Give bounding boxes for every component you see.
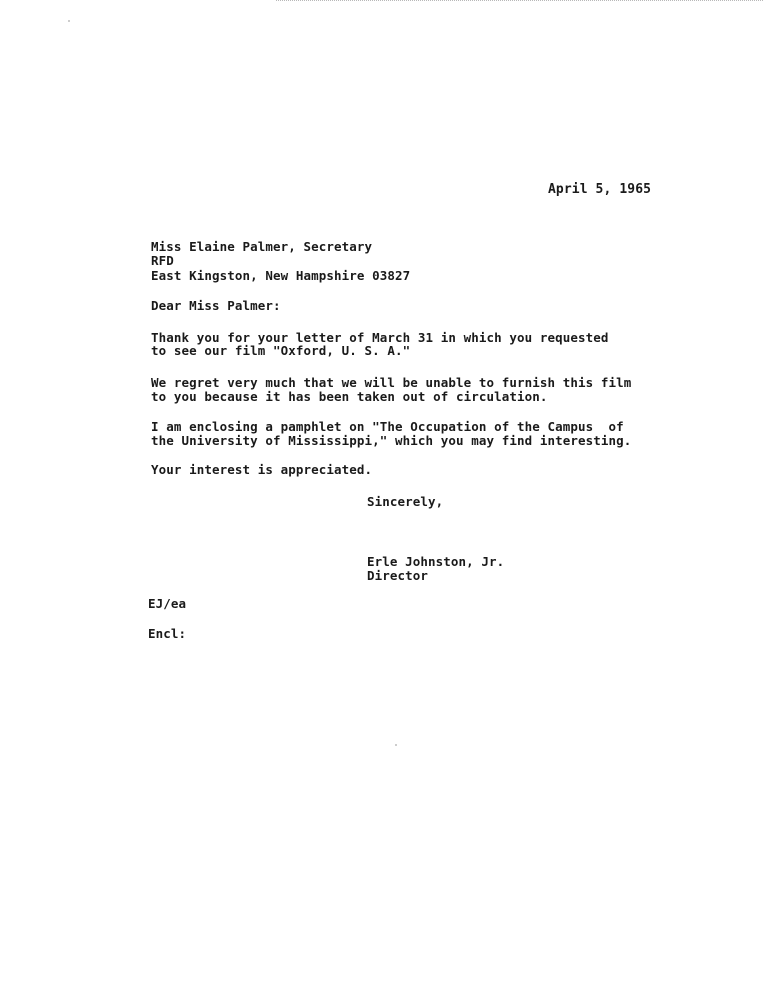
scan-top-edge (276, 0, 763, 1)
signature-title: Director (367, 568, 429, 583)
recipient-city-line: East Kingston, New Hampshire 03827 (151, 268, 411, 283)
paragraph-4: Your interest is appreciated. (151, 462, 373, 477)
paragraph-1-line-1: Thank you for your letter of March 31 in which you requested (151, 330, 609, 345)
recipient-name-line: Miss Elaine Palmer, Secretary (151, 239, 373, 254)
signature-name: Erle Johnston, Jr. (367, 554, 505, 569)
paragraph-2-line-1: We regret very much that we will be unable to furnish this film (151, 375, 632, 390)
scan-speck (395, 744, 397, 746)
paragraph-2-line-2: to you because it has been taken out of circulation. (151, 389, 548, 404)
typist-initials: EJ/ea (148, 596, 187, 611)
enclosure-note: Encl: (148, 626, 187, 641)
closing: Sincerely, (367, 494, 444, 509)
letter-date: April 5, 1965 (548, 182, 652, 197)
paragraph-1-line-2: to see our film "Oxford, U. S. A." (151, 343, 411, 358)
scan-speck (68, 20, 70, 22)
paragraph-3-line-1: I am enclosing a pamphlet on "The Occupation of the Campus of (151, 419, 624, 434)
paragraph-3-line-2: the University of Mississippi," which you may find interesting. (151, 433, 632, 448)
salutation: Dear Miss Palmer: (151, 298, 281, 313)
recipient-route-line: RFD (151, 253, 174, 268)
